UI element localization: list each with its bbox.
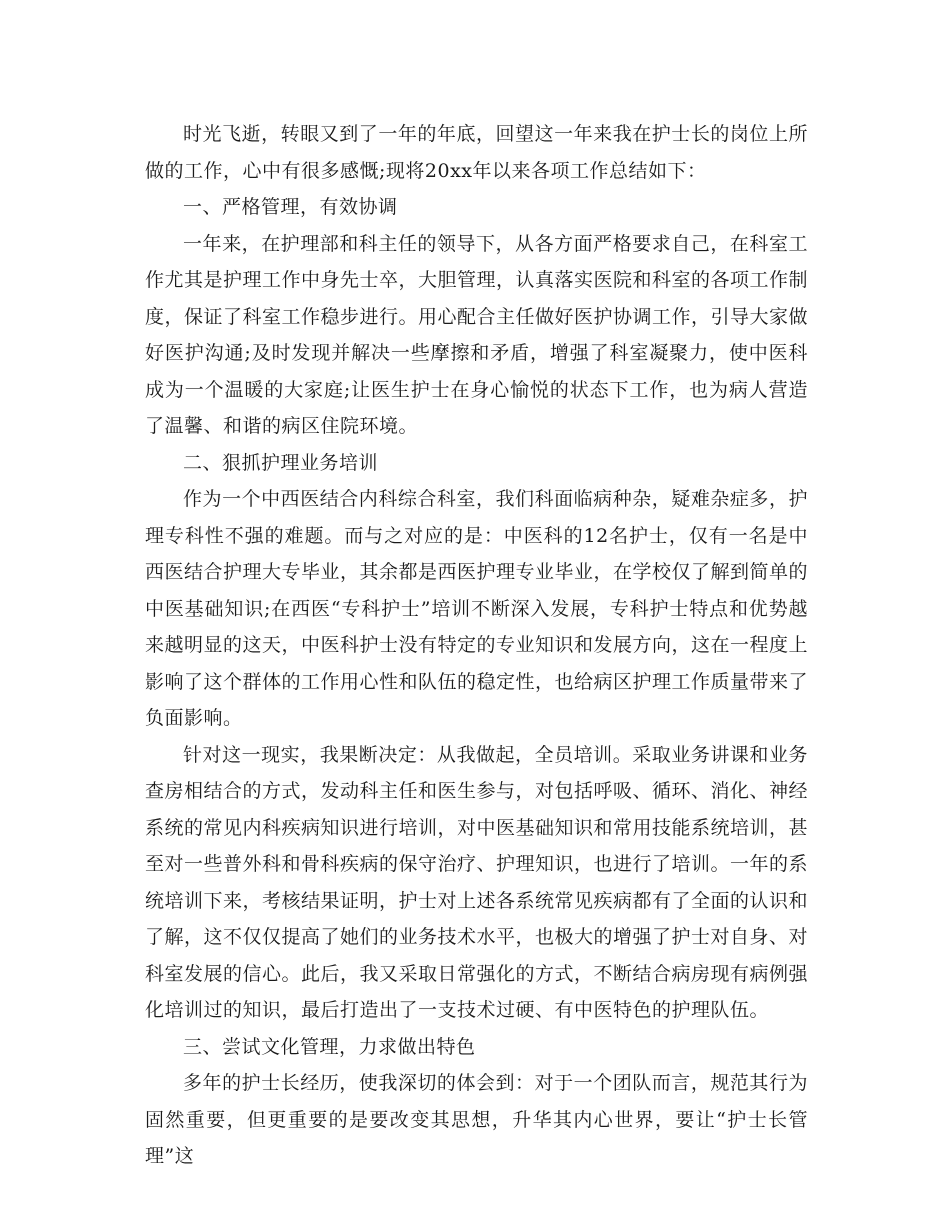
- intro-paragraph: 时光飞逝，转眼又到了一年的年底，回望这一年来我在护士长的岗位上所做的工作，心中有很多感慨;现将20xx年以来各项工作总结如下：: [145, 123, 808, 182]
- section-heading-3: 三、尝试文化管理，力求做出特色: [183, 1035, 476, 1058]
- section-2-paragraph-2: 针对这一现实，我果断决定：从我做起，全员培训。采取业务讲课和业务查房相结合的方式，发动科主任和医生参与，对包括呼吸、循环、消化、神经系统的常见内科疾病知识进行培训，对中医基础知识和常用技能系统培训，甚至对一些普外科和骨科疾病的保守治疗、护理知识，也进行了培训。一年的系统培训下来，考核结果证明，护士对上述各系统常见疾病都有了全面的认识和了解，这不仅仅提高了她们的业务技术水平，也极大的增强了护士对自身、对科室发展的信心。此后，我又采取日常强化的方式，不断结合病房现有病例强化培训过的知识，最后打造出了一支技术过硬、有中医特色的护理队伍。: [145, 743, 809, 1021]
- section-heading-1: 一、严格管理，有效协调: [183, 196, 398, 218]
- section-2-paragraph-1: 作为一个中西医结合内科综合科室，我们科面临病种杂，疑难杂症多，护理专科性不强的难题。而与之对应的是：中医科的12名护士，仅有一名是中西医结合护理大专毕业，其余都是西医护理专业毕业，在学校仅了解到简单的中医基础知识;在西医“专科护士”培训不断深入发展，专科护士特点和优势越来越明显的这天，中医科护士没有特定的专业知识和发展方向，这在一程度上影响了这个群体的工作用心性和队伍的稳定性，也给病区护理工作质量带来了负面影响。: [145, 488, 809, 729]
- document-body: [145, 116, 808, 1175]
- section-3-paragraph: 多年的护士长经历，使我深切的体会到：对于一个团队而言，规范其行为固然重要，但更重要的是要改变其思想，升华其内心世界，要让“护士长管理”这: [145, 1072, 808, 1167]
- section-1-paragraph: 一年来，在护理部和科主任的领导下，从各方面严格要求自己，在科室工作尤其是护理工作中身先士卒，大胆管理，认真落实医院和科室的各项工作制度，保证了科室工作稳步进行。用心配合主任做好医护协调工作，引导大家做好医护沟通;及时发现并解决一些摩擦和矛盾，增强了科室凝聚力，使中医科成为一个温暖的大家庭;让医生护士在身心愉悦的状态下工作，也为病人营造了温馨、和谐的病区住院环境。: [145, 232, 809, 437]
- section-heading-2: 二、狠抓护理业务培训: [183, 451, 379, 474]
